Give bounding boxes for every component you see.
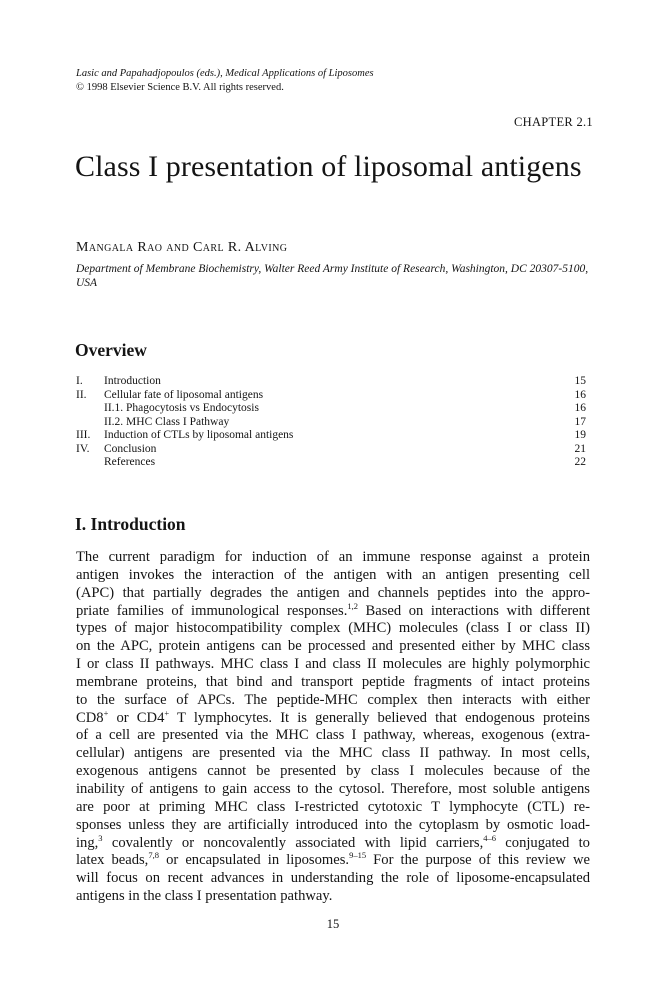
citation-superscript: 3 (98, 832, 103, 843)
toc-entry-page: 16 (574, 402, 586, 414)
introduction-paragraph (76, 549, 590, 906)
paragraph-line: exogenous antigens cannot be presented by class I molecules because of the (76, 763, 590, 780)
toc-entry-page: 17 (574, 415, 586, 428)
chapter-label: CHAPTER 2.1 (513, 115, 593, 129)
overview-heading: Overview (75, 340, 147, 360)
citation-superscript: + (164, 707, 170, 718)
paragraph-line: types of major histocompatibility complex (MHC) molecules (class I or class II) (76, 620, 590, 637)
paragraph-line: The current paradigm for induction of an immune response against a protein (76, 549, 590, 565)
toc-entry-number: II. (76, 388, 87, 401)
toc-entry-label: II.1. Phagocytosis vs Endocytosis (104, 402, 259, 414)
paragraph-line: I or class II pathways. MHC class I and class II molecules are highly polymorphic (76, 656, 590, 673)
toc-entry-number: I. (76, 375, 83, 387)
toc-entry-label: Introduction (104, 375, 161, 387)
paragraph-line: cellular) antigens are presented via the MHC class II pathway. In most cells, (76, 745, 590, 762)
paragraph-line: on the APC, protein antigens can be processed and presented either by MHC class (76, 638, 590, 655)
toc-entry-label: Conclusion (104, 442, 157, 455)
toc-entry (76, 456, 586, 470)
citation-superscript: 1,2 (347, 600, 358, 611)
toc-entry-page: 16 (574, 388, 586, 401)
paragraph-line: of a cell are presented via the MHC class I pathway, whereas, exogenous (extra- (76, 727, 590, 744)
paragraph-line: antigen invokes the interaction of the antigen with an antigen presenting cell (76, 566, 590, 583)
toc-entry (76, 375, 586, 389)
copyright-line: © 1998 Elsevier Science B.V. All rights reserved. (76, 81, 284, 93)
table-of-contents (76, 375, 586, 470)
toc-entry-page: 19 (574, 429, 586, 441)
toc-entry-number: IV. (76, 442, 90, 455)
paragraph-line: sponses unless they are artificially introduced into the cytoplasm by osmotic load- (76, 816, 590, 833)
toc-entry-page: 22 (574, 456, 586, 468)
paragraph-line: latex beads,$^{7,8}$ or encapsulated in liposomes.$^{9-15}$ For the purpose of this review we (76, 850, 590, 869)
paragraph-line: ing,$^3$ covalently or noncovalently associated with lipid carriers,$^{4-6}$ conjugated to (76, 832, 590, 851)
author-names: Mangala Rao and Carl R. Alving (76, 240, 288, 255)
toc-entry-label: Induction of CTLs by liposomal antigens (104, 429, 294, 441)
toc-entry-page: 21 (574, 442, 586, 455)
chapter-title: Class I presentation of liposomal antigens (75, 150, 582, 183)
paragraph-line: (APC) that partially degrades the antigen and channels peptides into the appro- (76, 584, 590, 601)
paragraph-line: CD8+ or CD4+ T lymphocytes. It is generally believed that endogenous proteins (76, 707, 590, 726)
toc-entry-label: References (104, 456, 156, 468)
running-header (76, 67, 374, 94)
paragraph-line: will focus on recent advances in understanding the role of liposome-encapsulated (76, 870, 590, 887)
paragraph-line: are poor at priming MHC class I-restricted cytotoxic T lymphocyte (CTL) re- (76, 798, 590, 815)
toc-entry (76, 443, 586, 457)
author-affiliation: Department of Membrane Biochemistry, Walter Reed Army Institute of Research, Washington, DC 20307-5100, USA (76, 263, 589, 289)
toc-subentry (76, 416, 586, 430)
toc-entry-page: 15 (574, 375, 586, 387)
page-number: 15 (326, 917, 340, 931)
paragraph-line: to the surface of APCs. The peptide-MHC complex then interacts with either (76, 691, 590, 708)
citation-superscript: 9–15 (349, 850, 367, 861)
toc-entry-number: III. (76, 429, 91, 441)
toc-entry (76, 429, 586, 443)
paragraph-line: membrane proteins, that bind and transport peptide fragments of intact proteins (76, 673, 590, 690)
paragraph-line: priate families of immunological responses.$^{1,2}$ Based on interactions with different (76, 600, 591, 619)
paragraph-line: inability of antigens to gain access to the cytosol. Therefore, most soluble antigens (76, 780, 590, 797)
citation-superscript: 7,8 (148, 850, 159, 861)
citation-superscript: + (103, 707, 109, 718)
toc-entry (76, 389, 586, 403)
toc-subentry (76, 402, 586, 416)
citation-superscript: 4–6 (483, 832, 497, 843)
book-citation: Lasic and Papahadjopoulos (eds.), Medical Applications of Liposomes (76, 68, 374, 79)
toc-entry-label: Cellular fate of liposomal antigens (104, 388, 264, 401)
toc-entry-label: II.2. MHC Class I Pathway (104, 415, 230, 428)
paragraph-line: antigens in the class I presentation pathway. (76, 888, 333, 905)
section-heading-introduction: I. Introduction (75, 514, 186, 534)
